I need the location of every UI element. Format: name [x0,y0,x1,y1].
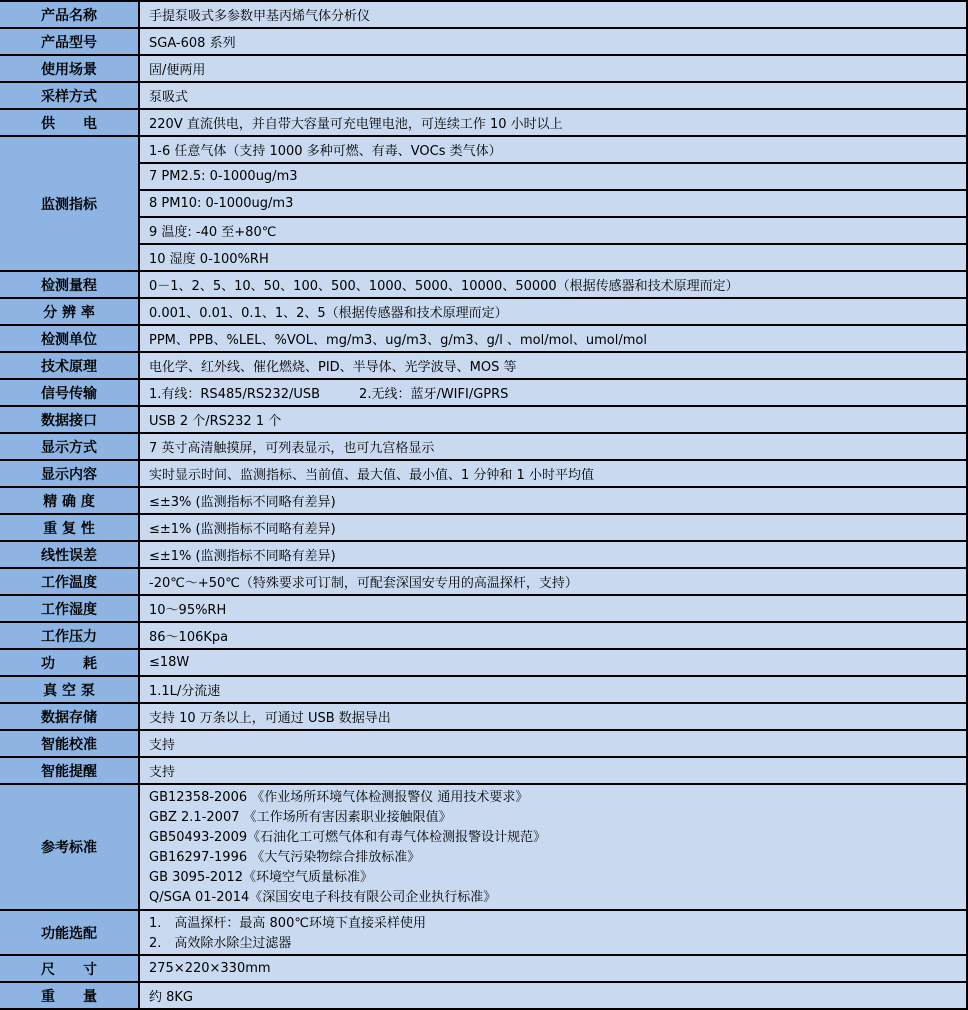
value-line: 1. 高温探杆：最高 800℃环境下直接采样使用 [149,916,426,931]
row-value: 实时显示时间、监测指标、当前值、最大值、最小值、1 分钟和 1 小时平均值 [140,461,966,486]
row-label: 使用场景 [0,56,140,81]
row-value-multiline [140,911,966,954]
row-label: 智能提醒 [0,758,140,783]
row-label: 采样方式 [0,83,140,108]
row-label: 真 空 泵 [0,677,140,702]
row-value: SGA-608 系列 [140,29,966,54]
row-label: 精 确 度 [0,488,140,513]
value-line: GB12358-2006 《作业场所环境气体检测报警仪 通用技术要求》 [149,790,529,805]
value-line: GB16297-1996 《大气污染物综合排放标准》 [149,850,421,865]
row-label: 功能选配 [0,911,140,954]
row-value: 泵吸式 [140,83,966,108]
row-label: 产品型号 [0,29,140,54]
row-value: -20℃～+50℃（特殊要求可订制，可配套深国安专用的高温探杆，支持） [140,569,966,594]
sub-row-value: 8 PM10: 0-1000ug/m3 [140,191,966,218]
table-row [0,83,966,110]
row-label: 检测量程 [0,272,140,297]
table-row [0,956,966,983]
row-label: 检测单位 [0,326,140,351]
row-label: 工作压力 [0,623,140,648]
table-row [0,353,966,380]
row-value: 0.001、0.01、0.1、1、2、5（根据传感器和技术原理而定） [140,299,966,324]
row-label: 线性误差 [0,542,140,567]
table-row [0,56,966,83]
table-row [0,461,966,488]
row-label: 显示方式 [0,434,140,459]
row-value: 10～95%RH [140,596,966,621]
row-value-group [140,137,966,270]
sub-row-value: 9 温度: -40 至+80℃ [140,218,966,245]
row-label: 工作温度 [0,569,140,594]
row-label: 智能校准 [0,731,140,756]
table-row [0,677,966,704]
table-row [0,983,966,1008]
value-line: GB50493-2009《石油化工可燃气体和有毒气体检测报警设计规范》 [149,830,547,845]
sub-row-value: 10 湿度 0-100%RH [149,252,269,267]
row-value-multiline [140,785,966,909]
table-row [0,380,966,407]
row-label: 分 辨 率 [0,299,140,324]
table-row [0,29,966,56]
row-value: ≤±1% (监测指标不同略有差异) [140,542,966,567]
table-row [0,596,966,623]
table-row [0,623,966,650]
row-label: 参考标准 [0,785,140,909]
row-value: 固/便两用 [140,56,966,81]
table-row [0,488,966,515]
row-label: 尺 寸 [0,956,140,981]
table-row [0,542,966,569]
row-value: 手提泵吸式多参数甲基丙烯气体分析仪 [140,2,966,27]
row-value: 支持 [140,758,966,783]
row-value: 支持 10 万条以上，可通过 USB 数据导出 [140,704,966,729]
table-row [0,911,966,956]
row-value: 支持 [140,731,966,756]
row-value: 1.1L/分流速 [140,677,966,702]
row-value: PPM、PPB、%LEL、%VOL、mg/m3、ug/m3、g/m3、g/l 、mol/mol、umol/mol [140,326,966,351]
table-row [0,407,966,434]
table-row [0,731,966,758]
row-label: 产品名称 [0,2,140,27]
table-row [0,326,966,353]
row-value: 约 8KG [140,983,966,1008]
table-row [0,272,966,299]
row-label: 重 复 性 [0,515,140,540]
row-label: 技术原理 [0,353,140,378]
row-value: 220V 直流供电，并自带大容量可充电锂电池，可连续工作 10 小时以上 [140,110,966,135]
table-row [0,110,966,137]
table-row [0,650,966,677]
value-line: GB 3095-2012《环境空气质量标准》 [149,870,373,885]
row-value: 电化学、红外线、催化燃烧、PID、半导体、光学波导、MOS 等 [140,353,966,378]
row-label: 功 耗 [0,650,140,675]
row-value: USB 2 个/RS232 1 个 [140,407,966,432]
table-row [0,137,966,272]
value-line: 2. 高效除水除尘过滤器 [149,936,292,951]
row-value: 1.有线：RS485/RS232/USB 2.无线：蓝牙/WIFI/GPRS [140,380,966,405]
row-label: 工作湿度 [0,596,140,621]
table-row [0,704,966,731]
row-value: ≤18W [140,650,966,675]
table-row [0,785,966,911]
table-row [0,434,966,461]
row-value: ≤±3% (监测指标不同略有差异) [140,488,966,513]
sub-row-value: 1-6 任意气体（支持 1000 多种可燃、有毒、VOCs 类气体） [140,137,966,164]
row-value: 86～106Kpa [140,623,966,648]
row-value: 0－1、2、5、10、50、100、500、1000、5000、10000、50000（根据传感器和技术原理而定） [140,272,966,297]
row-label: 监测指标 [0,137,140,270]
row-label: 数据接口 [0,407,140,432]
table-row [0,758,966,785]
table-row [0,2,966,29]
sub-row-value: 7 PM2.5: 0-1000ug/m3 [140,164,966,191]
table-row [0,569,966,596]
row-label: 显示内容 [0,461,140,486]
table-row [0,299,966,326]
row-label: 供 电 [0,110,140,135]
row-label: 重 量 [0,983,140,1008]
row-label: 数据存储 [0,704,140,729]
row-value: 7 英寸高清触摸屏，可列表显示，也可九宫格显示 [140,434,966,459]
table-row [0,515,966,542]
row-value: 275×220×330mm [140,956,966,981]
row-value: ≤±1% (监测指标不同略有差异) [140,515,966,540]
row-label: 信号传输 [0,380,140,405]
value-line: GBZ 2.1-2007 《工作场所有害因素职业接触限值》 [149,810,452,825]
value-line: Q/SGA 01-2014《深国安电子科技有限公司企业执行标准》 [149,890,497,905]
